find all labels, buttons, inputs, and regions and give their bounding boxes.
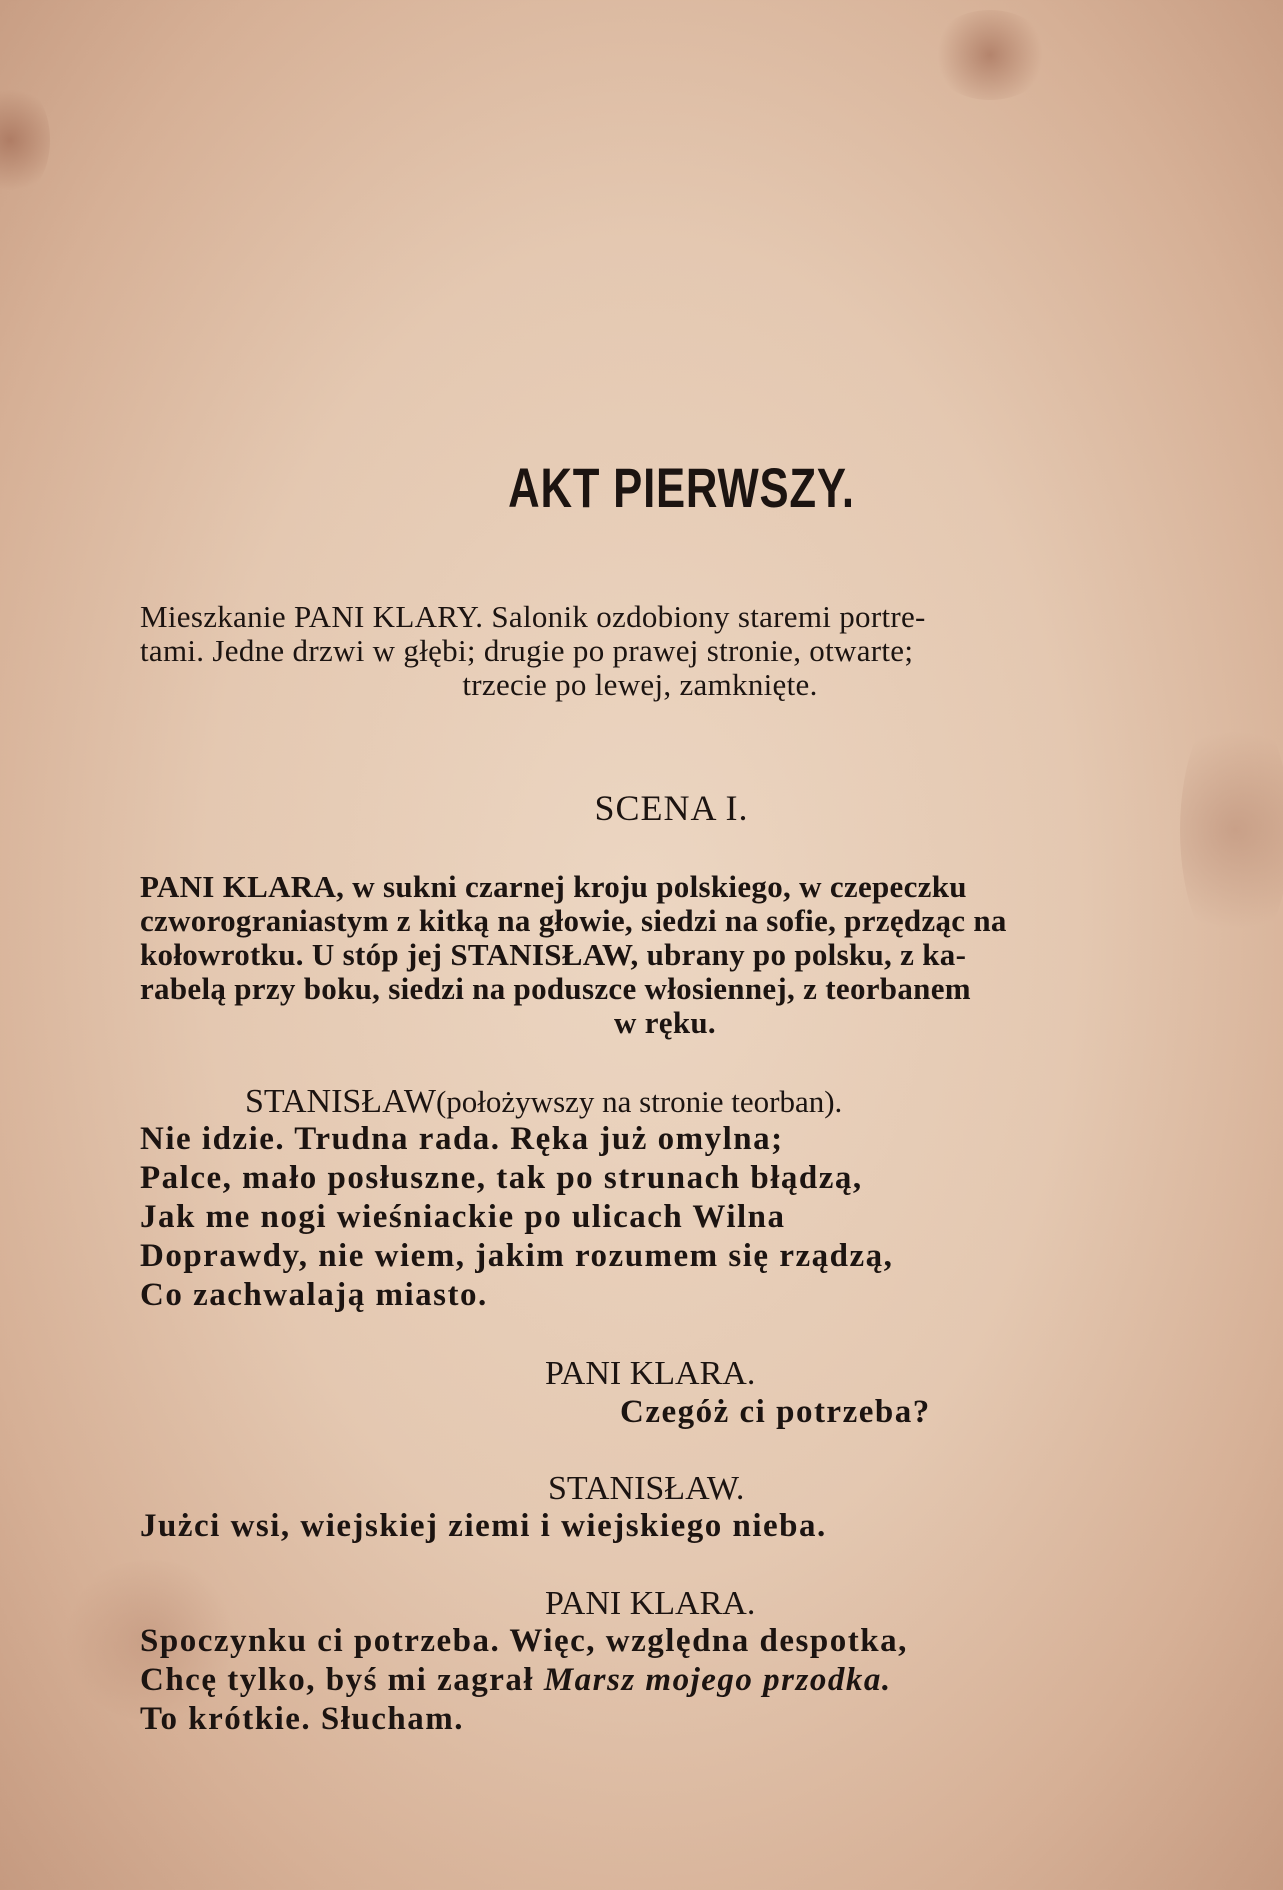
stage-line: czworograniastym z kitką na głowie, siedzi na sofie, przędząc na (140, 903, 1007, 938)
paper-stain (0, 80, 50, 200)
setting-description (140, 600, 1190, 702)
setting-line: tami. Jedne drzwi w głębi; drugie po prawej stronie, otwarte; (140, 633, 914, 668)
paper-stain (1180, 700, 1283, 960)
speaker-name: STANISŁAW. (548, 1470, 745, 1507)
verse-block (140, 1507, 827, 1546)
speaker-label: STANISŁAW (245, 1083, 436, 1120)
stage-line: kołowrotku. U stóp jej STANISŁAW, ubrany po polsku, z ka- (140, 937, 967, 972)
act-title: AKT PIERWSZY. (508, 456, 855, 519)
verse-line-text: Chcę tylko, byś mi zagrał (140, 1662, 535, 1698)
verse-line: To krótkie. Słucham. (140, 1701, 465, 1737)
verse-block (140, 1120, 893, 1315)
scene-title: SCENA I. (594, 788, 749, 828)
verse-line: Co zachwalają miasto. (140, 1277, 488, 1313)
speaker-name: PANI KLARA. (545, 1355, 756, 1392)
paper-stain (930, 10, 1050, 100)
verse-line: Nie idzie. Trudna rada. Ręka już omylna; (140, 1121, 784, 1157)
italic-title: Marsz mojego przodka. (543, 1662, 892, 1698)
verse-line: Czegóż ci potrzeba? (620, 1394, 931, 1430)
stage-line: rabelą przy boku, siedzi na poduszce włosiennej, z teorbanem (140, 971, 971, 1006)
verse-line: Spoczynku ci potrzeba. Więc, względna despotka, (140, 1623, 908, 1659)
setting-line: Mieszkanie PANI KLARY. Salonik ozdobiony staremi portre- (140, 599, 926, 634)
speaker-name (245, 1083, 842, 1121)
verse-block (140, 1393, 931, 1432)
setting-line: trzecie po lewej, zamknięte. (462, 667, 818, 702)
verse-block (140, 1622, 908, 1739)
verse-line: Jużci wsi, wiejskiej ziemi i wiejskiego nieba. (140, 1508, 827, 1544)
speaker-name: PANI KLARA. (545, 1585, 756, 1622)
verse-line: Palce, mało posłuszne, tak po strunach błądzą, (140, 1160, 863, 1196)
verse-line (140, 1661, 908, 1700)
stage-line: w ręku. (614, 1005, 716, 1040)
verse-line: Jak me nogi wieśniackie po ulicach Wilna (140, 1199, 786, 1235)
verse-line: Doprawdy, nie wiem, jakim rozumem się rządzą, (140, 1238, 894, 1274)
speaker-direction: (położywszy na stronie teorban). (435, 1084, 843, 1119)
stage-direction (140, 870, 1190, 1040)
stage-line: PANI KLARA, w sukni czarnej kroju polskiego, w czepeczku (140, 869, 967, 904)
